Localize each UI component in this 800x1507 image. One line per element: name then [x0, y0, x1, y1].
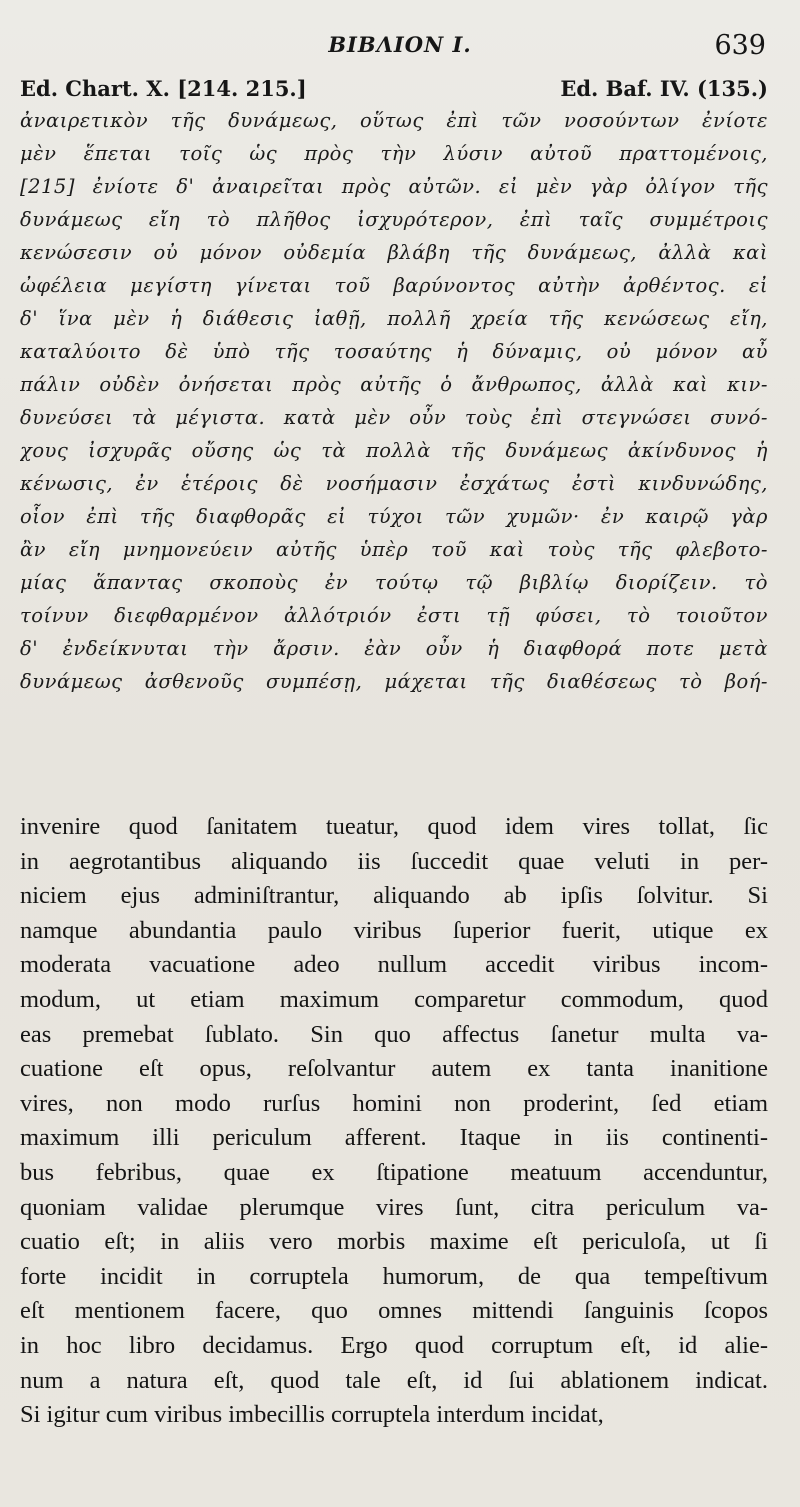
latin-line: quoniam validae plerumque vires ſunt, citra periculum va-: [20, 1193, 768, 1221]
latin-line: cuatio eſt; in aliis vero morbis maxime eſt periculoſa, ut ſi: [20, 1228, 768, 1256]
greek-line: μὲν ἕπεται τοῖς ὡς πρὸς τὴν λύσιν αὐτοῦ πραττομένοις,: [20, 142, 768, 165]
latin-text-block: [20, 810, 768, 1433]
latin-line: eas premebat ſublato. Sin quo affectus ſanetur multa va-: [20, 1020, 768, 1048]
page-number: 639: [714, 30, 766, 61]
greek-line: μίας ἅπαντας σκοποὺς ἐν τούτῳ τῷ βιβλίῳ διορίζειν. τὸ: [20, 571, 768, 594]
latin-line: cuatione eſt opus, reſolvantur autem ex tanta inanitione: [20, 1055, 768, 1083]
greek-line: καταλύοιτο δὲ ὑπὸ τῆς τοσαύτης ἡ δύναμις, οὐ μόνον αὖ: [20, 340, 768, 363]
latin-line: num a natura eſt, quod tale eſt, id ſui ablationem indicat.: [20, 1366, 768, 1394]
greek-text-block: [20, 104, 768, 698]
latin-line: bus febribus, quae ex ſtipatione meatuum accenduntur,: [20, 1158, 768, 1186]
latin-line: vires, non modo rurſus homini non proderint, ſed etiam: [20, 1089, 768, 1117]
latin-line: Si igitur cum viribus imbecillis corruptela interdum incidat,: [20, 1401, 604, 1429]
edition-line: [20, 76, 768, 106]
greek-line: ἀναιρετικὸν τῆς δυνάμεως, οὕτως ἐπὶ τῶν νοσούντων ἐνίοτε: [20, 109, 768, 132]
greek-line: οἷον ἐπὶ τῆς διαφθορᾶς εἰ τύχοι τῶν χυμῶν· ἐν καιρῷ γὰρ: [20, 505, 768, 528]
greek-line: δ' ἵνα μὲν ἡ διάθεσις ἰαθῇ, πολλῆ χρεία τῆς κενώσεως εἴη,: [20, 307, 768, 330]
running-head-title: BIBΛΙΟΝ I.: [328, 32, 472, 57]
greek-line: ὠφέλεια μεγίστη γίνεται τοῦ βαρύνοντος αὐτὴν ἀρθέντος. εἰ: [20, 274, 768, 297]
greek-line: κενώσεσιν οὐ μόνον οὐδεμία βλάβη τῆς δυνάμεως, ἀλλὰ καὶ: [20, 241, 768, 264]
greek-line: δυνεύσει τὰ μέγιστα. κατὰ μὲν οὖν τοὺς ἐπὶ στεγνώσει συνό-: [20, 406, 768, 429]
latin-line: in aegrotantibus aliquando iis ſuccedit quae veluti in per-: [20, 847, 768, 875]
latin-line: maximum illi periculum afferent. Itaque in iis continenti-: [20, 1124, 768, 1152]
latin-line: eſt mentionem facere, quo omnes mittendi ſanguinis ſcopos: [20, 1297, 768, 1325]
latin-line: modum, ut etiam maximum comparetur commodum, quod: [20, 985, 768, 1013]
greek-line: πάλιν οὐδὲν ὀνήσεται πρὸς αὐτῆς ὁ ἄνθρωπος, ἀλλὰ καὶ κιν-: [20, 373, 768, 396]
greek-line: [215] ἐνίοτε δ' ἀναιρεῖται πρὸς αὐτῶν. εἰ μὲν γὰρ ὀλίγον τῆς: [20, 175, 768, 198]
latin-line: invenire quod ſanitatem tueatur, quod idem vires tollat, ſic: [20, 813, 768, 840]
greek-line: δυνάμεως ἀσθενοῦς συμπέσῃ, μάχεται τῆς διαθέσεως τὸ βοή-: [20, 670, 768, 693]
greek-line: ἂν εἴη μνημονεύειν αὐτῆς ὑπὲρ τοῦ καὶ τοὺς τῆς φλεβοτο-: [20, 538, 768, 561]
latin-line: namque abundantia paulo viribus ſuperior fuerit, utique ex: [20, 916, 768, 944]
edition-chart-reference: Ed. Chart. X. [214. 215.]: [20, 76, 307, 101]
greek-line: δυνάμεως εἴη τὸ πλῆθος ἰσχυρότερον, ἐπὶ ταῖς συμμέτροις: [20, 208, 768, 231]
edition-basel-reference: Ed. Baf. IV. (135.): [560, 76, 768, 101]
latin-line: forte incidit in corruptela humorum, de qua tempeſtivum: [20, 1262, 768, 1290]
latin-line: niciem ejus adminiſtrantur, aliquando ab ipſis ſolvitur. Si: [20, 882, 768, 910]
greek-line: τοίνυν διεφθαρμένον ἀλλότριόν ἐστι τῇ φύσει, τὸ τοιοῦτον: [20, 604, 768, 627]
latin-line: in hoc libro decidamus. Ergo quod corruptum eſt, id alie-: [20, 1331, 768, 1359]
greek-line: κένωσις, ἐν ἑτέροις δὲ νοσήμασιν ἐσχάτως ἐστὶ κινδυνώδης,: [20, 472, 768, 495]
latin-line: moderata vacuatione adeo nullum accedit viribus incom-: [20, 951, 768, 979]
greek-line: χους ἰσχυρᾶς οὔσης ὡς τὰ πολλὰ τῆς δυνάμεως ἀκίνδυνος ἡ: [20, 439, 768, 462]
greek-line: δ' ἐνδείκνυται τὴν ἄρσιν. ἐὰν οὖν ἡ διαφθορά ποτε μετὰ: [20, 637, 768, 660]
running-head: [0, 30, 800, 70]
